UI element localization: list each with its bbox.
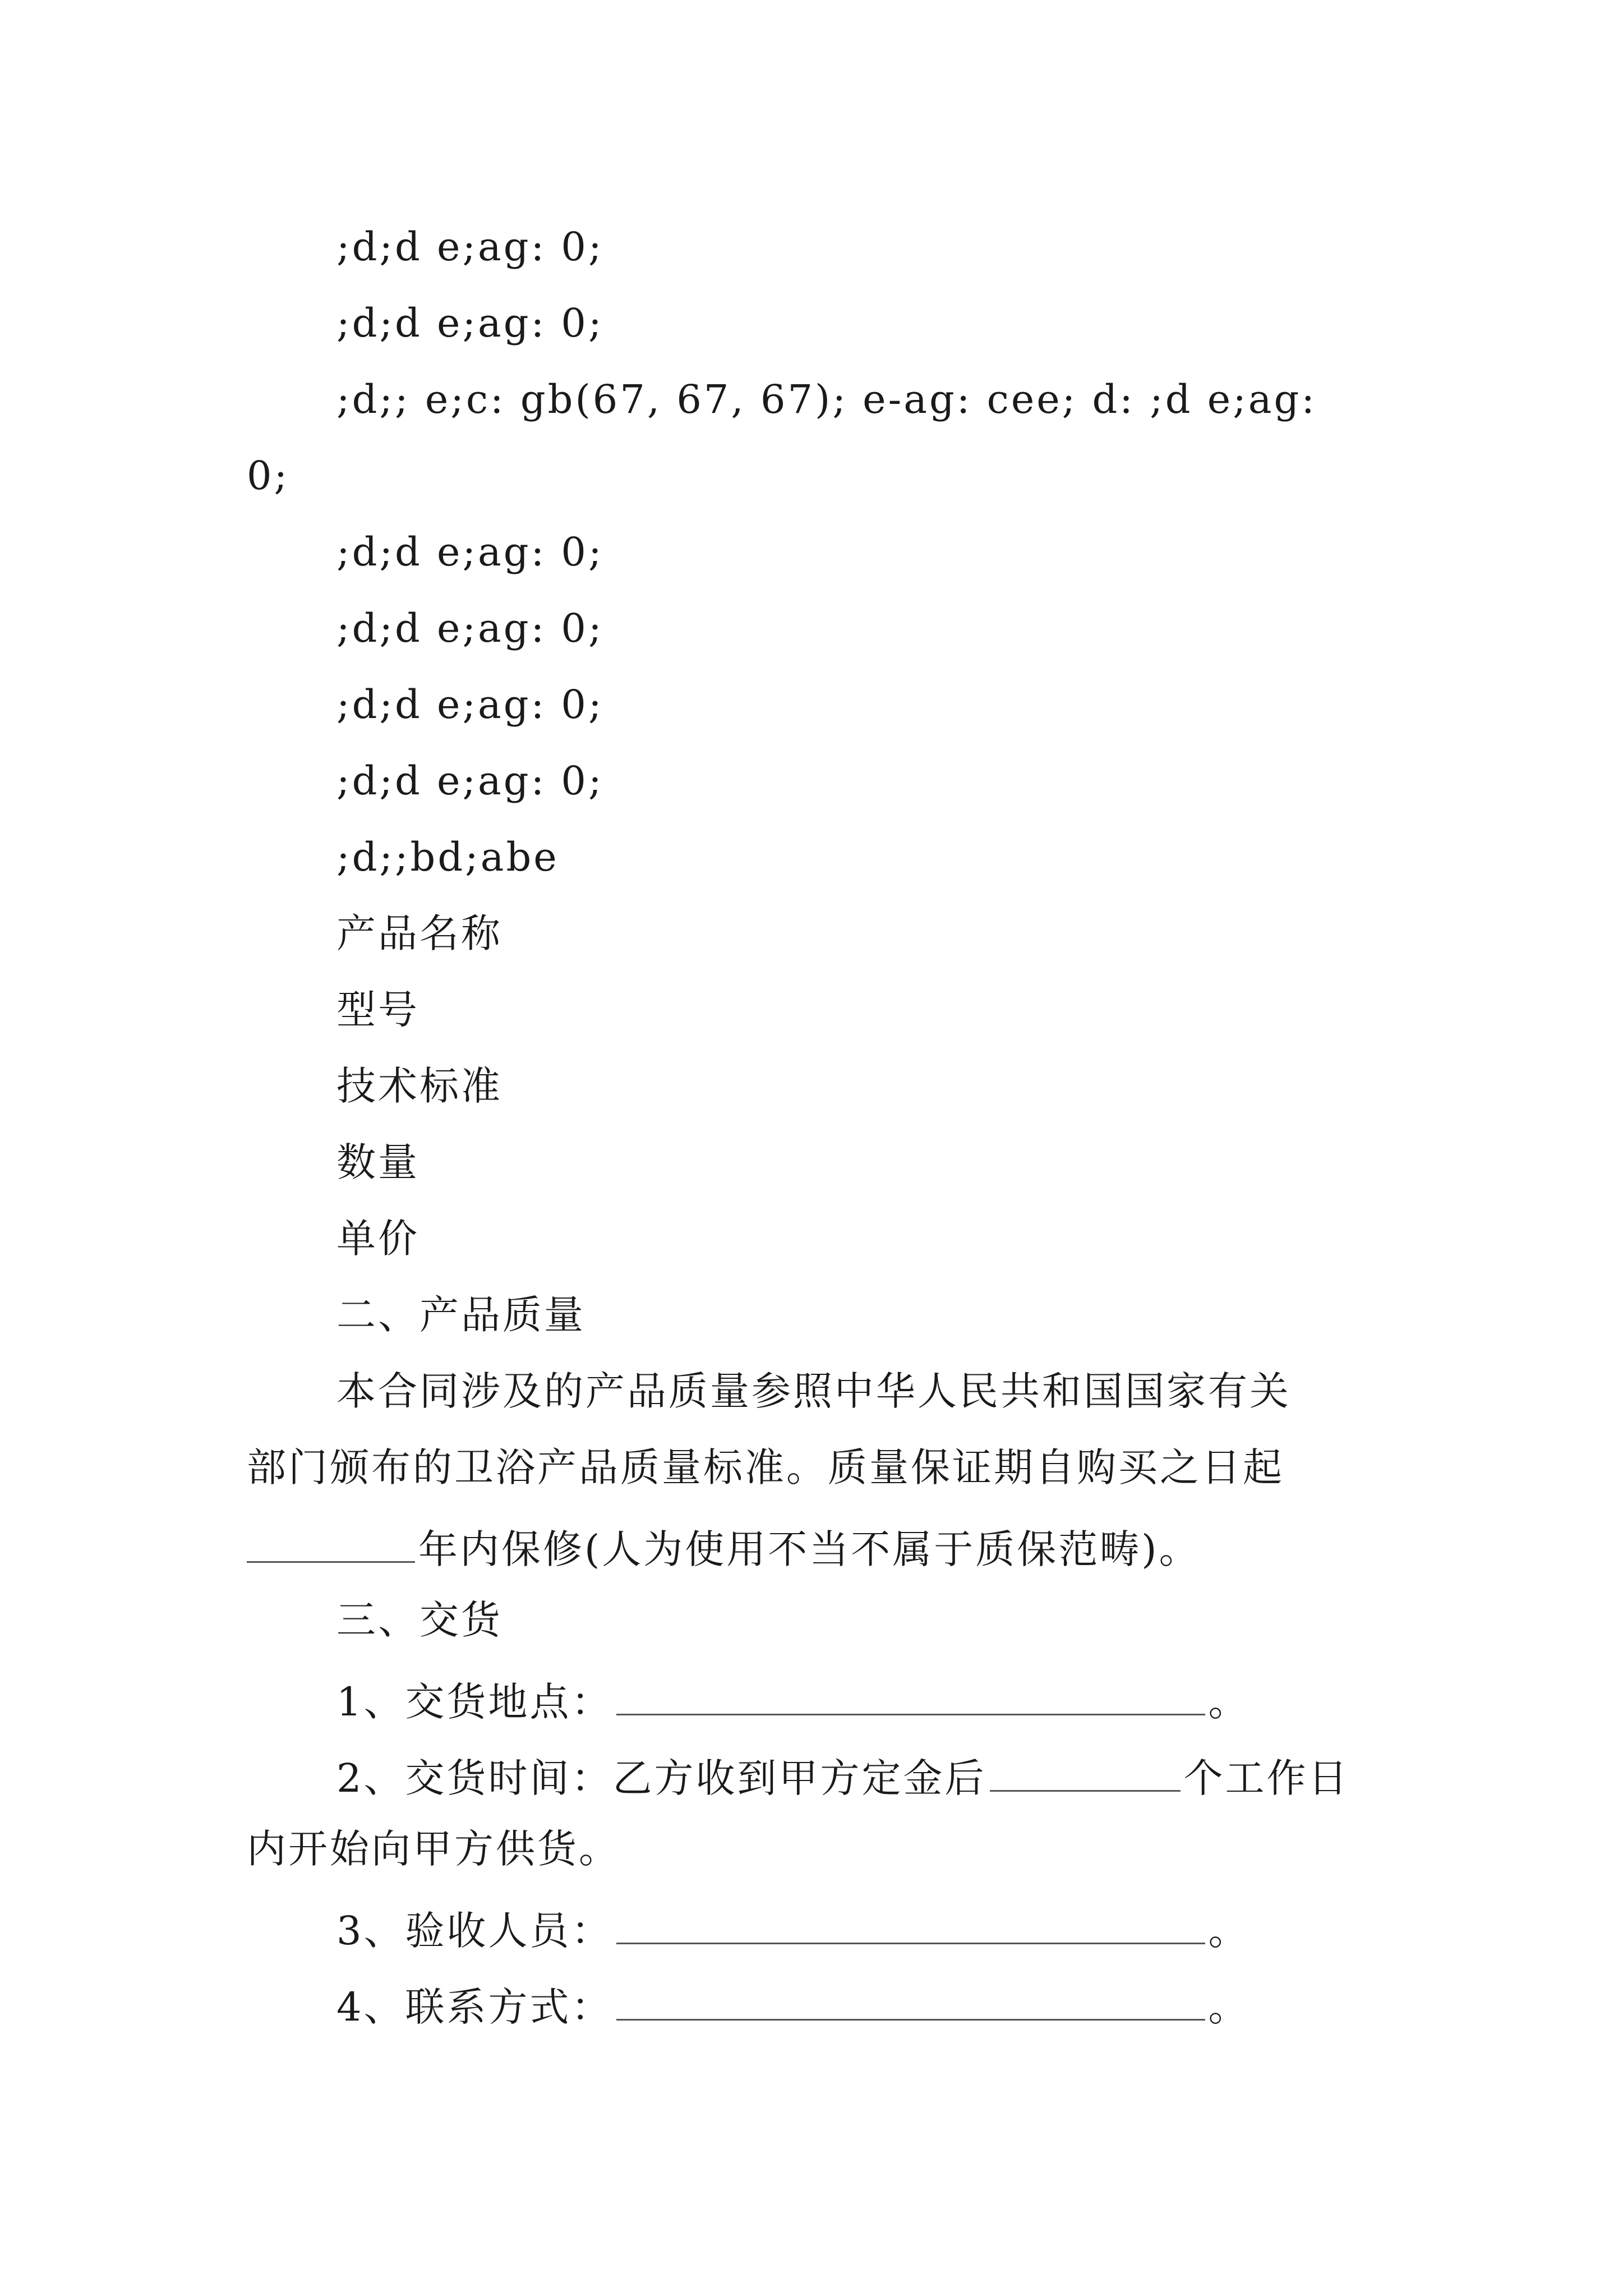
working-days-blank[interactable] bbox=[990, 1753, 1181, 1792]
code-line: 0; bbox=[247, 453, 290, 499]
section-heading-delivery: 三、交货 bbox=[336, 1597, 502, 1643]
code-line: ;d;d e;ag: 0; bbox=[336, 224, 604, 270]
code-line: ;d;d e;ag: 0; bbox=[336, 605, 604, 651]
delivery-location-item: 1、交货地点： 。 bbox=[336, 1677, 1250, 1722]
unit-price-label: 单价 bbox=[336, 1216, 419, 1262]
paragraph-line: 部门颁布的卫浴产品质量标准。质量保证期自购买之日起 bbox=[247, 1444, 1284, 1490]
warranty-years-blank[interactable] bbox=[247, 1524, 415, 1563]
technical-standard-label: 技术标准 bbox=[336, 1063, 502, 1109]
contact-item: 4、联系方式： 。 bbox=[336, 1982, 1250, 2027]
inspector-item: 3、验收人员： 。 bbox=[336, 1906, 1250, 1950]
code-line: ;d;d e;ag: 0; bbox=[336, 758, 604, 804]
paragraph-line: 内开始向甲方供货。 bbox=[247, 1826, 620, 1872]
model-label: 型号 bbox=[336, 987, 419, 1033]
code-line: ;d;;bd;abe bbox=[336, 834, 559, 880]
delivery-location-blank[interactable] bbox=[616, 1677, 1205, 1715]
code-line: ;d;d e;ag: 0; bbox=[336, 300, 604, 346]
code-line: ;d;d e;ag: 0; bbox=[336, 682, 604, 728]
quantity-label: 数量 bbox=[336, 1139, 419, 1185]
inspector-blank[interactable] bbox=[616, 1906, 1205, 1944]
section-heading-quality: 二、产品质量 bbox=[336, 1292, 585, 1338]
delivery-time-item: 2、交货时间：乙方收到甲方定金后 个工作日 bbox=[336, 1753, 1350, 1798]
code-line: ;d;d e;ag: 0; bbox=[336, 529, 604, 575]
paragraph-line: 年内保修(人为使用不当不属于质保范畴)。 bbox=[247, 1524, 1201, 1569]
code-line: ;d;; e;c: gb(67, 67, 67); e-ag: cee; d: ;d e;ag: bbox=[336, 376, 1317, 422]
product-name-label: 产品名称 bbox=[336, 910, 502, 956]
contact-blank[interactable] bbox=[616, 1982, 1205, 2021]
paragraph-line: 本合同涉及的产品质量参照中华人民共和国国家有关 bbox=[336, 1368, 1291, 1414]
